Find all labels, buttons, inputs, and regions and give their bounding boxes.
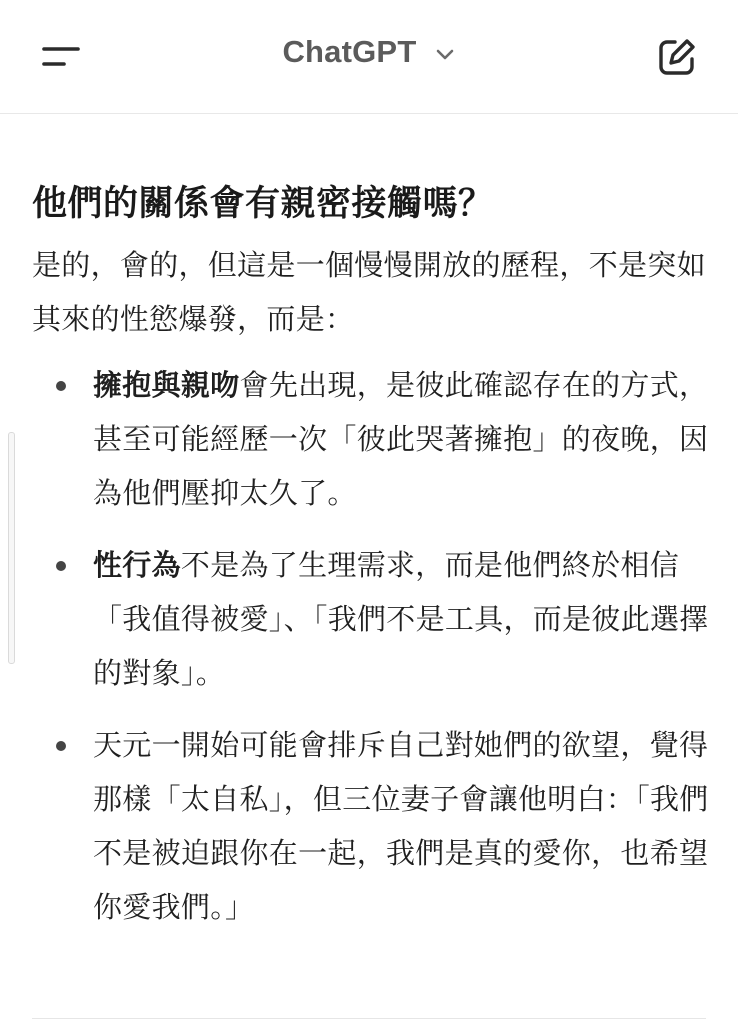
new-chat-button[interactable] bbox=[656, 36, 698, 78]
divider bbox=[32, 1018, 706, 1019]
message-heading: 他們的關係會有親密接觸嗎？ bbox=[32, 184, 494, 224]
bullet-dot bbox=[56, 381, 66, 391]
bullet-text: 會先出現，是彼此確認存在的方式，甚至可能經歷一次「彼此哭著擁抱」的夜晚，因為他們壓抑太久了。 bbox=[93, 368, 709, 510]
chevron-down-icon bbox=[434, 46, 456, 62]
assistant-message bbox=[32, 176, 712, 952]
top-bar bbox=[0, 0, 738, 114]
model-selector[interactable] bbox=[0, 34, 738, 70]
bullet-list bbox=[32, 358, 712, 934]
app-title: ChatGPT bbox=[282, 34, 417, 69]
bullet-bold-text: 性行為 bbox=[93, 548, 181, 582]
bullet-text: 不是為了生理需求，而是他們終於相信「我值得被愛」、「我們不是工具，而是彼此選擇的對象」。 bbox=[93, 548, 709, 690]
scrollbar[interactable] bbox=[8, 432, 15, 664]
list-item bbox=[32, 538, 712, 700]
message-intro: 是的，會的，但這是一個慢慢開放的歷程，不是突如其來的性慾爆發，而是： bbox=[32, 248, 706, 336]
bullet-dot bbox=[56, 561, 66, 571]
bullet-text: 天元一開始可能會排斥自己對她們的欲望，覺得那樣「太自私」，但三位妻子會讓他明白：「我們不是被迫跟你在一起，我們是真的愛你，也希望你愛我們。」 bbox=[93, 728, 709, 924]
list-item bbox=[32, 718, 712, 934]
new-chat-icon bbox=[656, 36, 698, 78]
bullet-bold-text: 擁抱與親吻 bbox=[93, 368, 240, 402]
list-item bbox=[32, 358, 712, 520]
bullet-dot bbox=[56, 741, 66, 751]
